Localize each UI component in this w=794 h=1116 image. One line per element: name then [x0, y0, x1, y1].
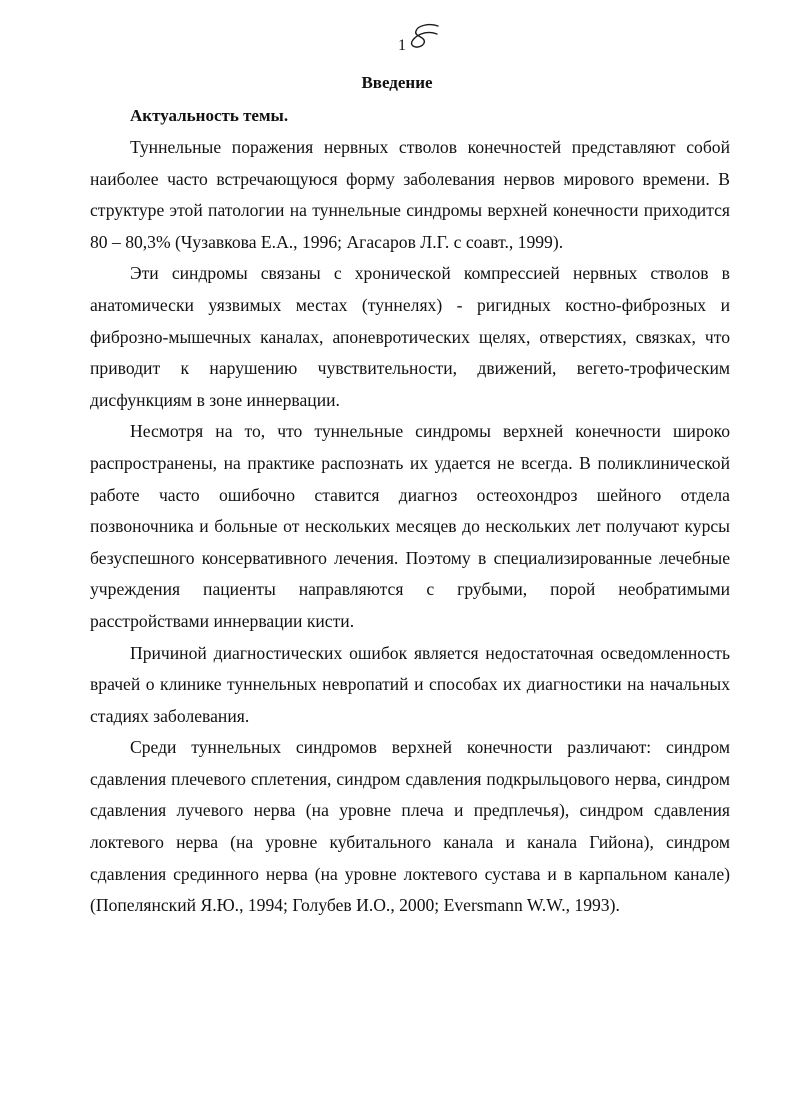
paragraph: Причиной диагностических ошибок является недостаточная осведомленность врачей о клинике туннельных невропатий и способах их диагностики на начальных стадиях заболевания. [90, 642, 730, 726]
subsection-heading: Актуальность темы. [130, 106, 289, 125]
section-heading: Введение [361, 73, 433, 92]
handwritten-page-mark [408, 22, 448, 52]
body-text [90, 132, 730, 922]
paragraph: Туннельные поражения нервных стволов конечностей представляют собой наиболее часто встречающуюся форму заболевания нервов мирового времени. В структуре этой патологии на туннельные синдромы верхней конечности приходится 80 – 80,3% (Чузавкова Е.А., 1996; Агасаров Л.Г. с соавт., 1999). [90, 137, 730, 252]
paragraph: Несмотря на то, что туннельные синдромы верхней конечности широко распространены, на практике распознать их удается не всегда. В поликлинической работе часто ошибочно ставится диагноз остеохондроз шейного отдела позвоночника и больные от нескольких месяцев до нескольких лет получают курсы безуспешного консервативного лечения. Поэтому в специализированные лечебные учреждения пациенты направляются с грубыми, порой необратимыми расстройствами иннервации кисти. [90, 421, 730, 631]
paragraph: Эти синдромы связаны с хронической компрессией нервных стволов в анатомически уязвимых местах (туннелях) - ригидных костно-фиброзных и фиброзно-мышечных каналах, апоневротических щелях, отверстиях, связках, что приводит к нарушению чувствительности, движений, вегето-трофическим дисфункциям в зоне иннервации. [90, 263, 730, 410]
page-number: 1 [398, 37, 406, 54]
paragraph: Среди туннельных синдромов верхней конечности различают: синдром сдавления плечевого сплетения, синдром сдавления подкрыльцового нерва, синдром сдавления лучевого нерва (на уровне плеча и предплечья), синдром сдавления локтевого нерва (на уровне кубитального канала и канала Гийона), синдром сдавления срединного нерва (на уровне локтевого сустава и в карпальном канале) (Попелянский Я.Ю., 1994; Голубев И.О., 2000; Eversmann W.W., 1993). [90, 737, 730, 916]
